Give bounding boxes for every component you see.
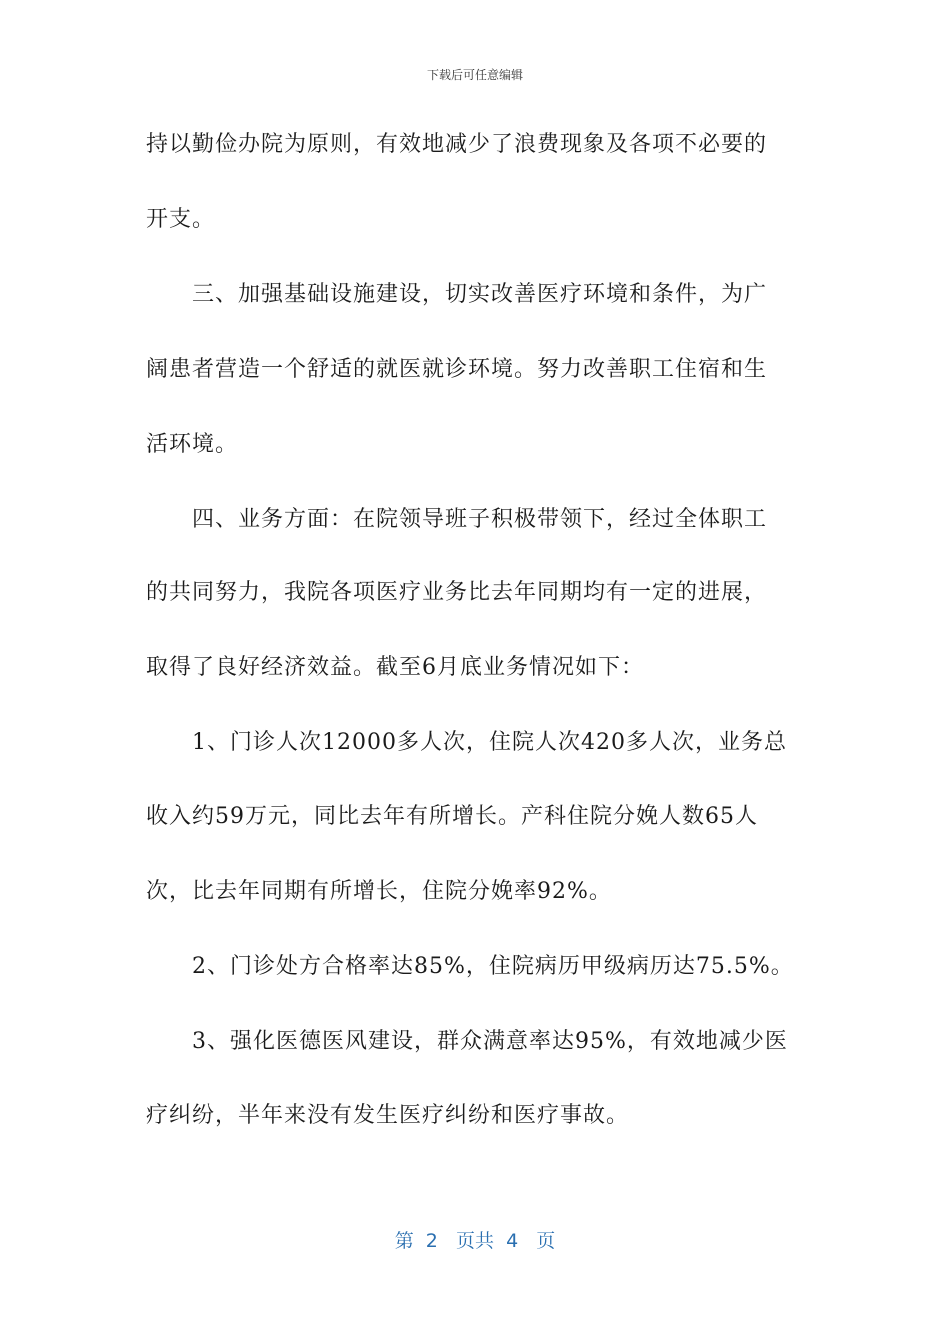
body-line: 开支。 — [146, 207, 216, 232]
body-line: 收入约59万元，同比去年有所增长。产科住院分娩人数65人 — [146, 804, 758, 829]
body-line: 1、门诊人次12000多人次，住院人次420多人次，业务总 — [192, 730, 787, 755]
page-number-footer: 第 2 页共 4 页 — [394, 1230, 556, 1252]
body-line: 次，比去年同期有所增长，住院分娩率92%。 — [146, 879, 612, 904]
body-line: 2、门诊处方合格率达85%，住院病历甲级病历达75.5%。 — [192, 954, 794, 979]
body-line: 持以勤俭办院为原则，有效地减少了浪费现象及各项不必要的 — [146, 132, 768, 157]
body-line: 四、业务方面：在院领导班子积极带领下，经过全体职工 — [192, 507, 768, 532]
body-line: 取得了良好经济效益。截至6月底业务情况如下： — [146, 655, 644, 680]
body-line: 三、加强基础设施建设，切实改善医疗环境和条件，为广 — [192, 282, 768, 307]
page-header: 下载后可任意编辑 — [426, 68, 523, 82]
body-line: 阔患者营造一个舒适的就医就诊环境。努力改善职工住宿和生 — [146, 357, 768, 382]
body-line: 活环境。 — [146, 432, 239, 457]
body-line: 疗纠纷，半年来没有发生医疗纠纷和医疗事故。 — [146, 1103, 630, 1128]
body-line: 的共同努力，我院各项医疗业务比去年同期均有一定的进展， — [146, 580, 768, 605]
body-line: 3、强化医德医风建设，群众满意率达95%，有效地减少医 — [192, 1029, 788, 1054]
